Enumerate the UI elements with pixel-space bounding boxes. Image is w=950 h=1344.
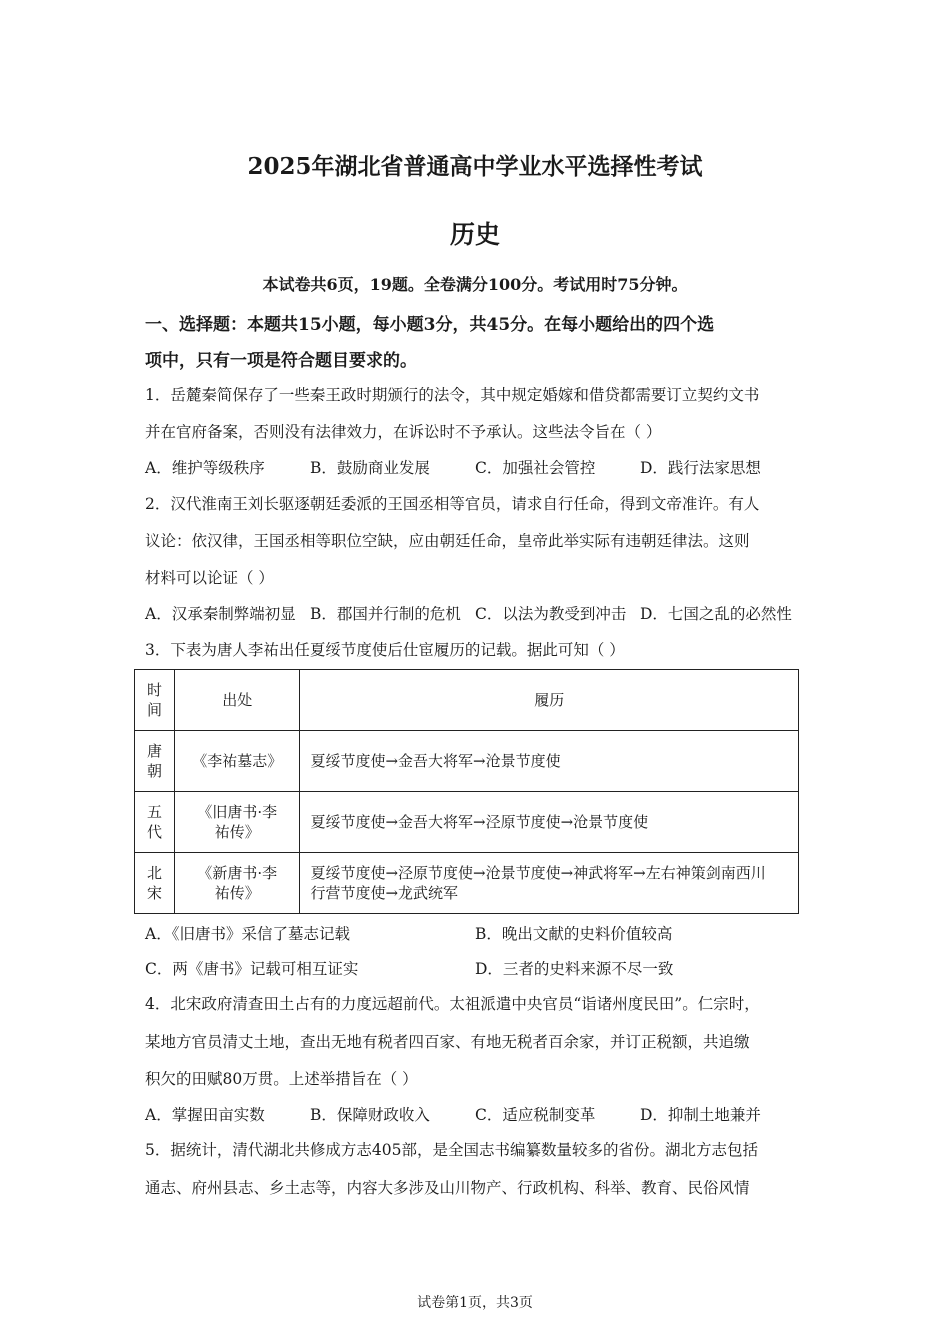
q5-stem-line2: 通志、府州县志、乡土志等，内容大多涉及山川物产、行政机构、科举、教育、民俗风情 [145, 1179, 750, 1197]
row-career: 夏绥节度使→泾原节度使→沧景节度使→神武将军→左右神策剑南西川行营节度使→龙武统军 [300, 853, 799, 914]
q4-stem-line3: 积欠的田赋80万贯。上述举措旨在（ ） [145, 1070, 418, 1088]
row-time: 北宋 [135, 853, 175, 914]
row-time: 唐朝 [135, 731, 175, 792]
q2-option-a: A．汉承秦制弊端初显 [145, 605, 296, 623]
q2-stem-line3: 材料可以论证（ ） [145, 569, 274, 587]
q3-option-c: C．两《唐书》记载可相互证实 [145, 960, 359, 978]
q4-option-b: B．保障财政收入 [310, 1106, 430, 1124]
table-row [135, 853, 799, 914]
q4-option-a: A．掌握田亩实数 [145, 1106, 265, 1124]
q4-option-c: C．适应税制变革 [475, 1106, 596, 1124]
header-source: 出处 [175, 670, 300, 731]
q3-option-d: D．三者的史料来源不尽一致 [475, 960, 674, 978]
q2-stem-line1: 2．汉代淮南王刘长驱逐朝廷委派的王国丞相等官员，请求自行任命，得到文帝准许。有人 [145, 495, 760, 513]
table-row [135, 792, 799, 853]
page-footer: 试卷第1页，共3页 [417, 1295, 533, 1311]
table-row [135, 731, 799, 792]
row-time: 五代 [135, 792, 175, 853]
q3-option-a: A．《旧唐书》采信了墓志记载 [145, 925, 350, 943]
section-heading-line2: 项中，只有一项是符合题目要求的。 [145, 351, 417, 371]
q4-stem-line2: 某地方官员清丈土地，查出无地有税者四百家、有地无税者百余家，并订正税额，共追缴 [145, 1033, 750, 1051]
row-source: 《新唐书·李祐传》 [175, 853, 300, 914]
q1-option-c: C．加强社会管控 [475, 459, 596, 477]
career-table [134, 669, 799, 914]
q1-stem-line1: 1．岳麓秦简保存了一些秦王政时期颁行的法令，其中规定婚嫁和借贷都需要订立契约文书 [145, 386, 760, 404]
row-source: 《李祐墓志》 [175, 731, 300, 792]
q5-stem-line1: 5．据统计，清代湖北共修成方志405部，是全国志书编纂数量较多的省份。湖北方志包括 [145, 1141, 758, 1159]
q1-option-b: B．鼓励商业发展 [310, 459, 430, 477]
row-source: 《旧唐书·李祐传》 [175, 792, 300, 853]
header-time: 时间 [135, 670, 175, 731]
q1-option-a: A．维护等级秩序 [145, 459, 265, 477]
q3-option-b: B．晚出文献的史料价值较高 [475, 925, 673, 943]
q2-option-b: B．郡国并行制的危机 [310, 605, 461, 623]
header-career: 履历 [300, 670, 799, 731]
row-career: 夏绥节度使→金吾大将军→泾原节度使→沧景节度使 [300, 792, 799, 853]
q1-stem-line2: 并在官府备案，否则没有法律效力，在诉讼时不予承认。这些法令旨在（ ） [145, 423, 662, 441]
q4-stem-line1: 4．北宋政府清查田土占有的力度远超前代。太祖派遣中央官员“诣诸州度民田”。仁宗时， [145, 995, 760, 1013]
q1-option-d: D．践行法家思想 [640, 459, 761, 477]
row-career: 夏绥节度使→金吾大将军→沧景节度使 [300, 731, 799, 792]
q4-option-d: D．抑制土地兼并 [640, 1106, 761, 1124]
subject-title: 历史 [449, 220, 500, 249]
q2-option-c: C．以法为教受到冲击 [475, 605, 627, 623]
section-heading-line1: 一、选择题：本题共15小题，每小题3分，共45分。在每小题给出的四个选 [145, 315, 715, 335]
q2-stem-line2: 议论：依汉律，王国丞相等职位空缺，应由朝廷任命，皇帝此举实际有违朝廷律法。这则 [145, 532, 750, 550]
exam-title: 2025年湖北省普通高中学业水平选择性考试 [247, 153, 703, 180]
table-header-row [135, 670, 799, 731]
q2-option-d: D．七国之乱的必然性 [640, 605, 792, 623]
exam-info: 本试卷共6页，19题。全卷满分100分。考试用时75分钟。 [262, 275, 688, 294]
q3-stem-line1: 3．下表为唐人李祐出任夏绥节度使后仕宦履历的记载。据此可知（ ） [145, 641, 625, 659]
